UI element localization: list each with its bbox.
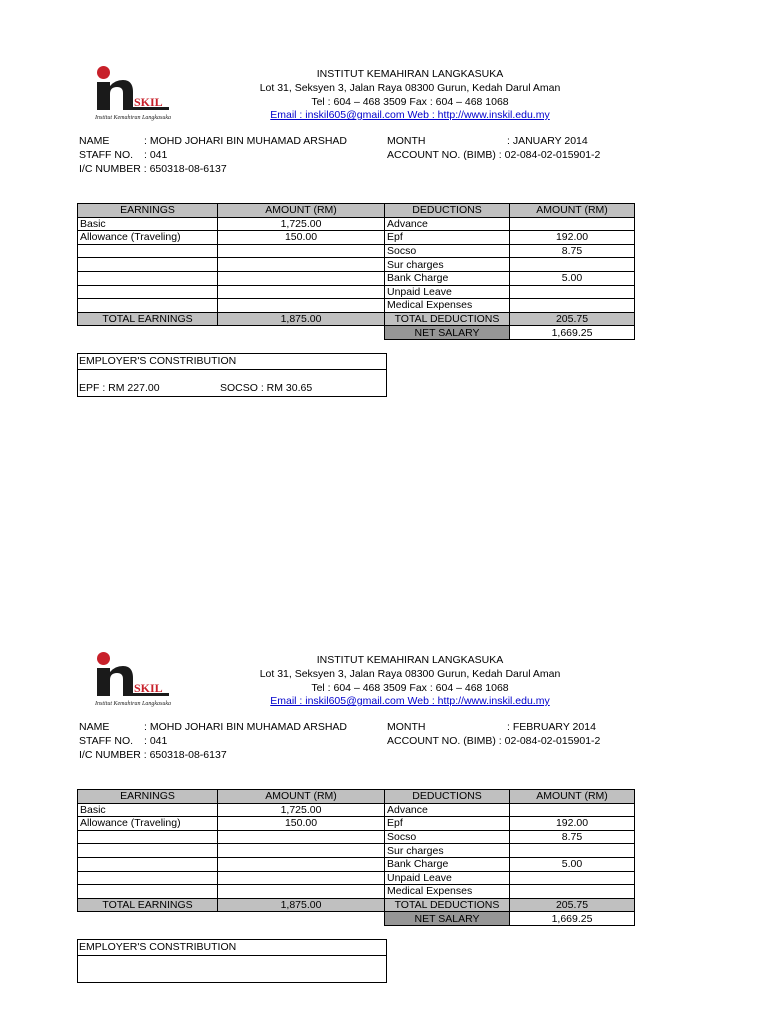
deduction-amount: 192.00 bbox=[510, 817, 635, 831]
earnings-header: EARNINGS bbox=[78, 204, 218, 218]
earning-amount bbox=[218, 844, 385, 858]
salary-table bbox=[77, 203, 635, 340]
table-row bbox=[78, 271, 635, 285]
total-earnings-label: TOTAL EARNINGS bbox=[78, 898, 218, 912]
salary-table bbox=[77, 789, 635, 926]
total-deductions-label: TOTAL DEDUCTIONS bbox=[385, 312, 510, 326]
institute-address: Lot 31, Seksyen 3, Jalan Raya 08300 Gurun, Kedah Darul Aman bbox=[259, 82, 561, 94]
earnings-amount-header: AMOUNT (RM) bbox=[218, 790, 385, 804]
table-row bbox=[78, 830, 635, 844]
employer-contribution-box bbox=[77, 353, 387, 397]
table-row bbox=[78, 258, 635, 272]
staff-label: STAFF NO. bbox=[79, 149, 134, 161]
deduction-label: Epf bbox=[385, 231, 510, 245]
deductions-header: DEDUCTIONS bbox=[385, 204, 510, 218]
deduction-amount bbox=[510, 299, 635, 313]
blank-cell bbox=[218, 326, 385, 340]
payslip bbox=[0, 0, 768, 440]
divider bbox=[78, 369, 386, 370]
total-earnings-amount: 1,875.00 bbox=[218, 898, 385, 912]
name-label: NAME bbox=[79, 721, 110, 733]
table-header-row bbox=[78, 790, 635, 804]
salary-table-body bbox=[78, 790, 635, 926]
total-earnings-label: TOTAL EARNINGS bbox=[78, 312, 218, 326]
deduction-label: Medical Expenses bbox=[385, 299, 510, 313]
earning-label bbox=[78, 871, 218, 885]
email-web-link[interactable]: Email : inskil605@gmail.com Web : http://www.inskil.edu.my bbox=[270, 695, 550, 707]
net-salary-amount: 1,669.25 bbox=[510, 912, 635, 926]
institute-web-line[interactable] bbox=[150, 108, 670, 122]
blank-cell bbox=[218, 912, 385, 926]
earnings-header: EARNINGS bbox=[78, 790, 218, 804]
earning-amount bbox=[218, 244, 385, 258]
salary-table-body bbox=[78, 204, 635, 340]
employee-name: : MOHD JOHARI BIN MUHAMAD ARSHAD bbox=[144, 135, 348, 147]
deduction-label: Bank Charge bbox=[385, 271, 510, 285]
employer-contribution-box bbox=[77, 939, 387, 983]
earning-label: Basic bbox=[78, 217, 218, 231]
earning-amount: 1,725.00 bbox=[218, 803, 385, 817]
deduction-label: Sur charges bbox=[385, 258, 510, 272]
deductions-amount-header: AMOUNT (RM) bbox=[510, 204, 635, 218]
earning-label bbox=[78, 857, 218, 871]
table-row bbox=[78, 244, 635, 258]
blank-cell bbox=[78, 326, 218, 340]
earning-amount bbox=[218, 857, 385, 871]
logo-mark-text: SKIL bbox=[134, 681, 163, 695]
table-row bbox=[78, 857, 635, 871]
earning-label: Basic bbox=[78, 803, 218, 817]
net-salary-row bbox=[78, 326, 635, 340]
employer-socso: SOCSO : RM 30.65 bbox=[220, 382, 313, 394]
deduction-label: Advance bbox=[385, 217, 510, 231]
account-number: ACCOUNT NO. (BIMB) : 02-084-02-015901-2 bbox=[387, 149, 601, 161]
earning-amount bbox=[218, 871, 385, 885]
ic-number: I/C NUMBER : 650318-08-6137 bbox=[79, 749, 227, 761]
deductions-header: DEDUCTIONS bbox=[385, 790, 510, 804]
staff-label: STAFF NO. bbox=[79, 735, 134, 747]
table-row bbox=[78, 299, 635, 313]
deduction-label: Unpaid Leave bbox=[385, 285, 510, 299]
table-row bbox=[78, 885, 635, 899]
earning-amount bbox=[218, 271, 385, 285]
deduction-amount bbox=[510, 803, 635, 817]
total-deductions-label: TOTAL DEDUCTIONS bbox=[385, 898, 510, 912]
earning-amount: 150.00 bbox=[218, 817, 385, 831]
deduction-label: Socso bbox=[385, 830, 510, 844]
deduction-amount: 5.00 bbox=[510, 857, 635, 871]
institute-address: Lot 31, Seksyen 3, Jalan Raya 08300 Gurun, Kedah Darul Aman bbox=[259, 668, 561, 680]
employee-name: : MOHD JOHARI BIN MUHAMAD ARSHAD bbox=[144, 721, 348, 733]
table-row bbox=[78, 844, 635, 858]
deduction-label: Unpaid Leave bbox=[385, 871, 510, 885]
net-salary-label: NET SALARY bbox=[385, 326, 510, 340]
deduction-label: Bank Charge bbox=[385, 857, 510, 871]
logo-n-shape bbox=[97, 80, 133, 110]
earning-label bbox=[78, 271, 218, 285]
institute-web-line[interactable] bbox=[150, 694, 670, 708]
net-salary-label: NET SALARY bbox=[385, 912, 510, 926]
institute-name: INSTITUT KEMAHIRAN LANGKASUKA bbox=[316, 654, 504, 666]
earning-label bbox=[78, 844, 218, 858]
net-salary-amount: 1,669.25 bbox=[510, 326, 635, 340]
earning-label bbox=[78, 285, 218, 299]
earning-label: Allowance (Traveling) bbox=[78, 817, 218, 831]
logo-dot bbox=[97, 652, 110, 665]
earning-amount bbox=[218, 285, 385, 299]
table-header-row bbox=[78, 204, 635, 218]
pay-month: : JANUARY 2014 bbox=[507, 135, 588, 147]
employer-contribution-title: EMPLOYER'S CONSTRIBUTION bbox=[79, 355, 237, 367]
deduction-label: Socso bbox=[385, 244, 510, 258]
staff-number: : 041 bbox=[144, 735, 168, 747]
earning-label bbox=[78, 885, 218, 899]
deduction-label: Advance bbox=[385, 803, 510, 817]
blank-cell bbox=[78, 912, 218, 926]
earning-label bbox=[78, 299, 218, 313]
earnings-amount-header: AMOUNT (RM) bbox=[218, 204, 385, 218]
deductions-amount-header: AMOUNT (RM) bbox=[510, 790, 635, 804]
logo-caption: Institut Kemahiran Langkasuka bbox=[95, 115, 171, 121]
deduction-amount bbox=[510, 285, 635, 299]
logo-caption: Institut Kemahiran Langkasuka bbox=[95, 701, 171, 707]
deduction-amount bbox=[510, 258, 635, 272]
table-row bbox=[78, 803, 635, 817]
employer-epf: EPF : RM 227.00 bbox=[79, 382, 160, 394]
email-web-link[interactable]: Email : inskil605@gmail.com Web : http://www.inskil.edu.my bbox=[270, 109, 550, 121]
earning-amount: 1,725.00 bbox=[218, 217, 385, 231]
divider bbox=[78, 955, 386, 956]
earning-amount: 150.00 bbox=[218, 231, 385, 245]
table-row bbox=[78, 231, 635, 245]
pay-month: : FEBRUARY 2014 bbox=[507, 721, 596, 733]
totals-row bbox=[78, 898, 635, 912]
institute-contact: Tel : 604 – 468 3509 Fax : 604 – 468 1068 bbox=[311, 96, 509, 108]
ic-number: I/C NUMBER : 650318-08-6137 bbox=[79, 163, 227, 175]
table-row bbox=[78, 217, 635, 231]
totals-row bbox=[78, 312, 635, 326]
deduction-amount bbox=[510, 844, 635, 858]
deduction-amount bbox=[510, 871, 635, 885]
name-label: NAME bbox=[79, 135, 110, 147]
deduction-amount: 5.00 bbox=[510, 271, 635, 285]
logo-mark-text: SKIL bbox=[134, 95, 163, 109]
total-deductions-amount: 205.75 bbox=[510, 312, 635, 326]
deduction-amount bbox=[510, 885, 635, 899]
deduction-amount: 8.75 bbox=[510, 830, 635, 844]
deduction-label: Medical Expenses bbox=[385, 885, 510, 899]
earning-amount bbox=[218, 258, 385, 272]
earning-label bbox=[78, 244, 218, 258]
total-earnings-amount: 1,875.00 bbox=[218, 312, 385, 326]
logo-n-shape bbox=[97, 666, 133, 696]
table-row bbox=[78, 817, 635, 831]
earning-amount bbox=[218, 299, 385, 313]
earning-amount bbox=[218, 885, 385, 899]
earning-label: Allowance (Traveling) bbox=[78, 231, 218, 245]
account-number: ACCOUNT NO. (BIMB) : 02-084-02-015901-2 bbox=[387, 735, 601, 747]
staff-number: : 041 bbox=[144, 149, 168, 161]
table-row bbox=[78, 285, 635, 299]
total-deductions-amount: 205.75 bbox=[510, 898, 635, 912]
earning-label bbox=[78, 830, 218, 844]
net-salary-row bbox=[78, 912, 635, 926]
deduction-label: Sur charges bbox=[385, 844, 510, 858]
earning-label bbox=[78, 258, 218, 272]
table-row bbox=[78, 871, 635, 885]
deduction-label: Epf bbox=[385, 817, 510, 831]
institute-contact: Tel : 604 – 468 3509 Fax : 604 – 468 1068 bbox=[311, 682, 509, 694]
institute-name: INSTITUT KEMAHIRAN LANGKASUKA bbox=[316, 68, 504, 80]
earning-amount bbox=[218, 830, 385, 844]
payslip bbox=[0, 586, 768, 1026]
month-label: MONTH bbox=[387, 135, 426, 147]
deduction-amount: 8.75 bbox=[510, 244, 635, 258]
logo-dot bbox=[97, 66, 110, 79]
employer-contribution-title: EMPLOYER'S CONSTRIBUTION bbox=[79, 941, 237, 953]
deduction-amount: 192.00 bbox=[510, 231, 635, 245]
deduction-amount bbox=[510, 217, 635, 231]
month-label: MONTH bbox=[387, 721, 426, 733]
